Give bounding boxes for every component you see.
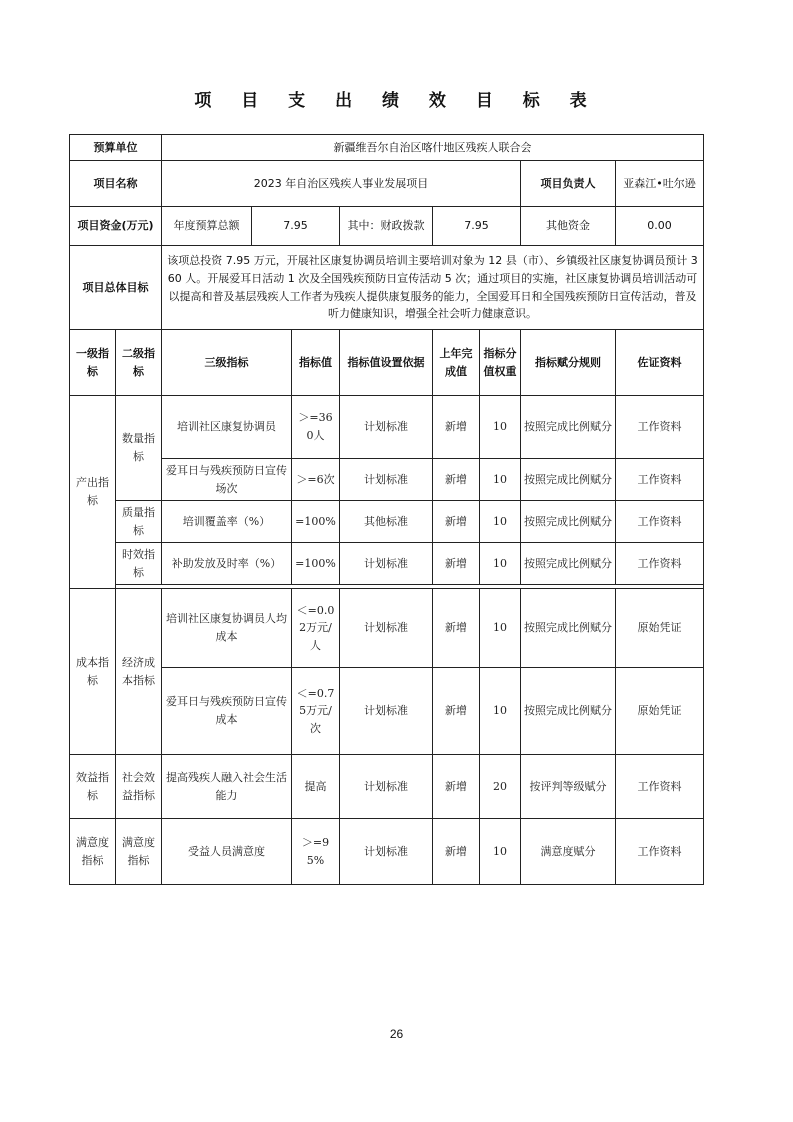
basis-cell: 计划标准 <box>340 396 433 459</box>
last-year-cell: 新增 <box>433 755 480 819</box>
weight-cell: 10 <box>480 459 521 501</box>
overall-goal-label: 项目总体目标 <box>70 246 162 330</box>
project-funds-label: 项目资金(万元) <box>70 207 162 246</box>
evidence-cell: 工作资料 <box>616 755 704 819</box>
project-name-label: 项目名称 <box>70 161 162 207</box>
rule-cell: 按照完成比例赋分 <box>521 501 616 543</box>
basis-cell: 计划标准 <box>340 668 433 755</box>
level3-cell: 培训覆盖率（%） <box>162 501 292 543</box>
level1-cell: 满意度指标 <box>70 819 116 885</box>
performance-target-table <box>69 134 704 885</box>
fiscal-funds-value: 7.95 <box>433 207 521 246</box>
value-cell: 提高 <box>292 755 340 819</box>
other-funds-label: 其他资金 <box>521 207 616 246</box>
value-cell: ＜=0.02万元/人 <box>292 589 340 668</box>
fiscal-funds-label: 其中：财政拨款 <box>340 207 433 246</box>
level2-cell: 时效指标 <box>116 543 162 585</box>
evidence-cell: 工作资料 <box>616 819 704 885</box>
evidence-cell: 工作资料 <box>616 501 704 543</box>
header-rule: 指标赋分规则 <box>521 330 616 396</box>
header-basis: 指标值设置依据 <box>340 330 433 396</box>
annual-budget-label: 年度预算总额 <box>162 207 252 246</box>
project-leader-value: 亚森江•吐尔逊 <box>616 161 704 207</box>
table-row <box>70 755 704 819</box>
rule-cell: 按照完成比例赋分 <box>521 459 616 501</box>
table-row <box>70 543 704 585</box>
basis-cell: 其他标准 <box>340 501 433 543</box>
project-name-value: 2023 年自治区残疾人事业发展项目 <box>162 161 521 207</box>
level3-cell: 培训社区康复协调员人均成本 <box>162 589 292 668</box>
basis-cell: 计划标准 <box>340 589 433 668</box>
level2-cell: 满意度指标 <box>116 819 162 885</box>
header-last-year: 上年完成值 <box>433 330 480 396</box>
basis-cell: 计划标准 <box>340 459 433 501</box>
weight-cell: 20 <box>480 755 521 819</box>
evidence-cell: 工作资料 <box>616 396 704 459</box>
header-level2: 二级指标 <box>116 330 162 396</box>
table-row <box>70 589 704 668</box>
rule-cell: 按评判等级赋分 <box>521 755 616 819</box>
budget-unit-label: 预算单位 <box>70 135 162 161</box>
value-cell: ＜=0.75万元/次 <box>292 668 340 755</box>
rule-cell: 按照完成比例赋分 <box>521 543 616 585</box>
level3-cell: 提高残疾人融入社会生活能力 <box>162 755 292 819</box>
row-budget-unit <box>70 135 704 161</box>
row-project-name <box>70 161 704 207</box>
basis-cell: 计划标准 <box>340 543 433 585</box>
last-year-cell: 新增 <box>433 819 480 885</box>
overall-goal-text: 该项总投资 7.95 万元，开展社区康复协调员培训主要培训对象为 12 县（市）、乡镇级社区康复协调员预计 360 人。开展爱耳日活动 1 次及全国残疾预防日宣传活动 5 次；通过项目的实施，社区康复协调员培训活动可以提高和普及基层残疾人工作者为残疾人提供康复服务的能力，全国爱耳日和全国残疾预防日宣传活动，普及听力健康知识，增强全社会听力健康意识。 <box>162 246 704 330</box>
level2-cell: 社会效益指标 <box>116 755 162 819</box>
budget-unit-value: 新疆维吾尔自治区喀什地区残疾人联合会 <box>162 135 704 161</box>
level3-cell: 受益人员满意度 <box>162 819 292 885</box>
value-cell: ＞=6次 <box>292 459 340 501</box>
header-weight: 指标分值权重 <box>480 330 521 396</box>
page-title: 项 目 支 出 绩 效 目 标 表 <box>194 91 599 111</box>
last-year-cell: 新增 <box>433 668 480 755</box>
annual-budget-value: 7.95 <box>252 207 340 246</box>
table-row <box>70 668 704 755</box>
table-row <box>70 459 704 501</box>
last-year-cell: 新增 <box>433 501 480 543</box>
evidence-cell: 工作资料 <box>616 459 704 501</box>
evidence-cell: 工作资料 <box>616 543 704 585</box>
value-cell: =100% <box>292 543 340 585</box>
level1-cell: 产出指标 <box>70 396 116 589</box>
level3-cell: 爱耳日与残疾预防日宣传场次 <box>162 459 292 501</box>
header-level1: 一级指标 <box>70 330 116 396</box>
evidence-cell: 原始凭证 <box>616 589 704 668</box>
level1-cell: 效益指标 <box>70 755 116 819</box>
rule-cell: 满意度赋分 <box>521 819 616 885</box>
level3-cell: 爱耳日与残疾预防日宣传成本 <box>162 668 292 755</box>
weight-cell: 10 <box>480 396 521 459</box>
weight-cell: 10 <box>480 501 521 543</box>
level2-cell: 数量指标 <box>116 396 162 501</box>
level3-cell: 补助发放及时率（%） <box>162 543 292 585</box>
level2-cell: 质量指标 <box>116 501 162 543</box>
value-cell: ＞=360人 <box>292 396 340 459</box>
page-number: 26 <box>389 1027 404 1041</box>
other-funds-value: 0.00 <box>616 207 704 246</box>
last-year-cell: 新增 <box>433 396 480 459</box>
level2-cell: 经济成本指标 <box>116 589 162 755</box>
value-cell: =100% <box>292 501 340 543</box>
basis-cell: 计划标准 <box>340 755 433 819</box>
row-project-funds <box>70 207 704 246</box>
header-evidence: 佐证资料 <box>616 330 704 396</box>
table-row <box>70 819 704 885</box>
header-value: 指标值 <box>292 330 340 396</box>
weight-cell: 10 <box>480 668 521 755</box>
weight-cell: 10 <box>480 589 521 668</box>
rule-cell: 按照完成比例赋分 <box>521 668 616 755</box>
last-year-cell: 新增 <box>433 459 480 501</box>
last-year-cell: 新增 <box>433 543 480 585</box>
weight-cell: 10 <box>480 543 521 585</box>
table-row <box>70 396 704 459</box>
evidence-cell: 原始凭证 <box>616 668 704 755</box>
basis-cell: 计划标准 <box>340 819 433 885</box>
rule-cell: 按照完成比例赋分 <box>521 396 616 459</box>
value-cell: ＞=95% <box>292 819 340 885</box>
indicator-header-row <box>70 330 704 396</box>
table-row <box>70 501 704 543</box>
level3-cell: 培训社区康复协调员 <box>162 396 292 459</box>
rule-cell: 按照完成比例赋分 <box>521 589 616 668</box>
level1-cell: 成本指标 <box>70 589 116 755</box>
project-leader-label: 项目负责人 <box>521 161 616 207</box>
weight-cell: 10 <box>480 819 521 885</box>
row-overall-goal <box>70 246 704 330</box>
header-level3: 三级指标 <box>162 330 292 396</box>
last-year-cell: 新增 <box>433 589 480 668</box>
